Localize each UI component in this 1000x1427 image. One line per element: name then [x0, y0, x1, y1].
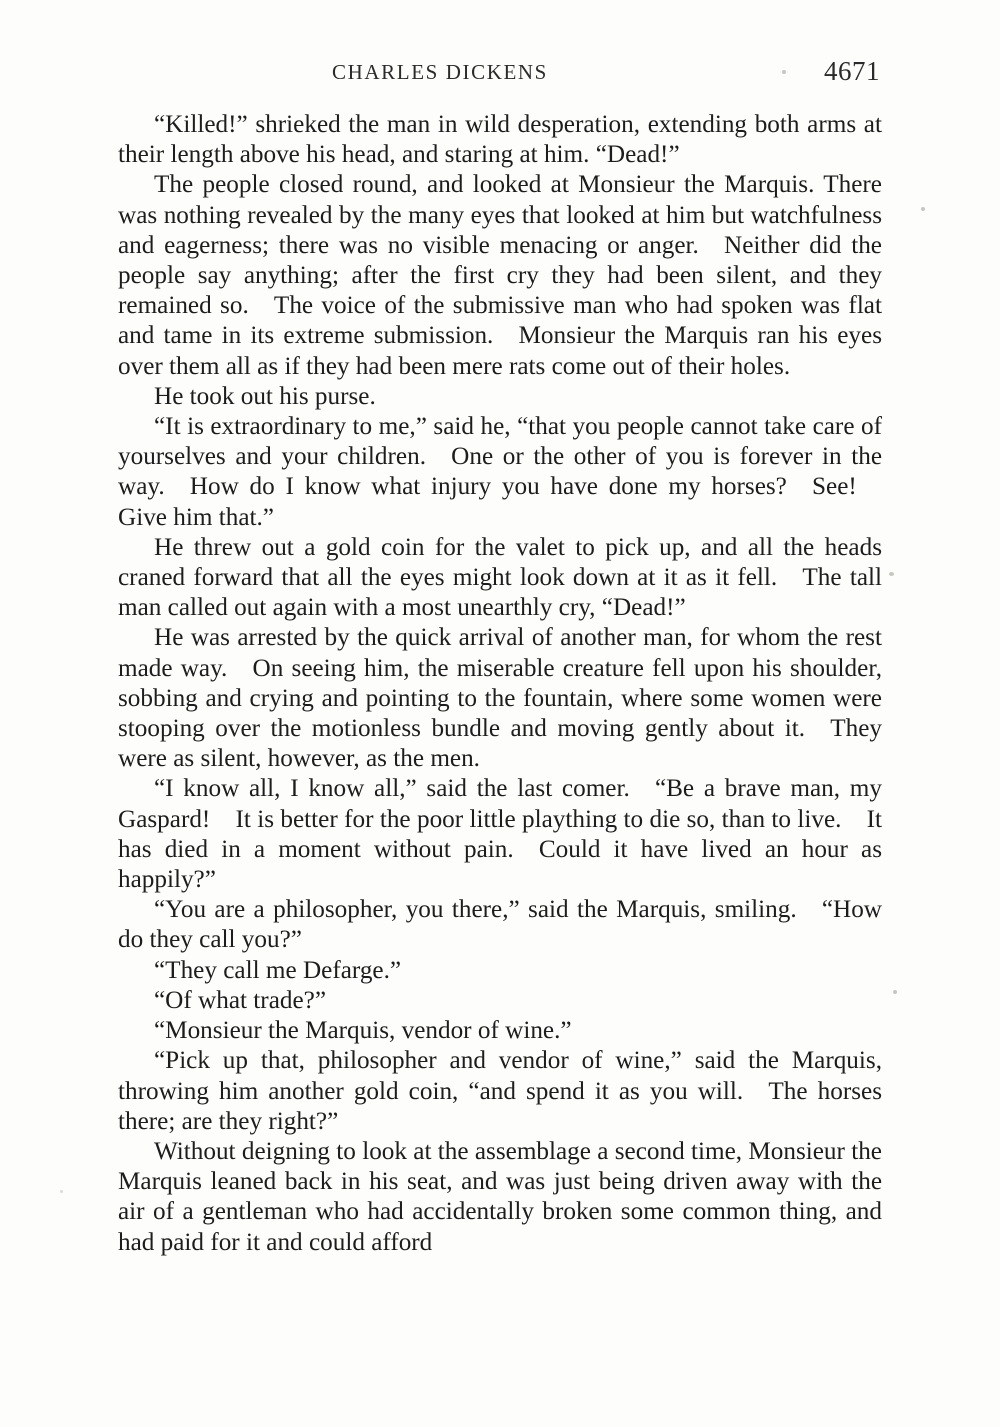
- scan-speck: [782, 70, 786, 74]
- scan-speck: [60, 1190, 63, 1193]
- paragraph: “It is extraordinary to me,” said he, “that you people cannot take care of yourselves and your children. One or the other of you is forever in the way. How do I know what injury you have done my horses? See! Give him that.”: [118, 413, 882, 531]
- page-header: [120, 56, 880, 94]
- paragraph: “You are a philosopher, you there,” said the Marquis, smiling. “How do they call you?”: [118, 896, 882, 954]
- paragraph: He was arrested by the quick arrival of another man, for whom the rest made way. On seeing him, the miserable creature fell upon his shoulder, sobbing and crying and pointing to the fountain, where some women were stooping over the motionless bundle and moving gently about it. They were as silent, however, as the men.: [118, 624, 882, 773]
- scan-speck: [893, 990, 897, 994]
- paragraph: “Pick up that, philosopher and vendor of wine,” said the Marquis, throwing him another gold coin, “and spend it as you will. The horses there; are they right?”: [118, 1047, 882, 1135]
- paragraph: “Of what trade?”: [154, 986, 327, 1014]
- paragraph: “Killed!” shrieked the man in wild desperation, extending both arms at their length above his head, and staring at him. “Dead!”: [118, 111, 882, 169]
- paragraph: “Monsieur the Marquis, vendor of wine.”: [154, 1017, 572, 1045]
- paragraph: He threw out a gold coin for the valet to pick up, and all the heads craned forward that all the eyes might look down at it as it fell. The tall man called out again with a most unearthly cry, “Dead!”: [118, 533, 882, 622]
- paragraph: He took out his purse.: [154, 382, 376, 410]
- paragraph: “I know all, I know all,” said the last comer. “Be a brave man, my Gaspard! It is better for the poor little plaything to die so, than to live. It has died in a moment without pain. Could it have lived an hour as happily?”: [118, 775, 882, 894]
- running-head: CHARLES DICKENS: [332, 60, 548, 84]
- paragraph: The people closed round, and looked at Monsieur the Marquis. There was nothing revealed by the many eyes that looked at him but watchfulness and eagerness; there was no visible menacing or anger. Neither did the people say anything; after the first cry they had been silent, and they remained so. The voice of the submissive man who had spoken was flat and tame in its extreme submission. Monsieur the Marquis ran his eyes over them all as if they had been mere rats come out of their holes.: [118, 171, 882, 380]
- paragraph: “They call me Defarge.”: [154, 956, 402, 984]
- paragraph: Without deigning to look at the assemblage a second time, Monsieur the Marquis leaned back in his seat, and was just being driven away with the air of a gentleman who had accidentally broken some common thing, and had paid for it and could afford: [118, 1137, 882, 1256]
- page-number: 4671: [824, 56, 880, 86]
- body-text: [118, 110, 882, 1258]
- scan-speck: [921, 207, 925, 211]
- scan-speck: [889, 572, 894, 576]
